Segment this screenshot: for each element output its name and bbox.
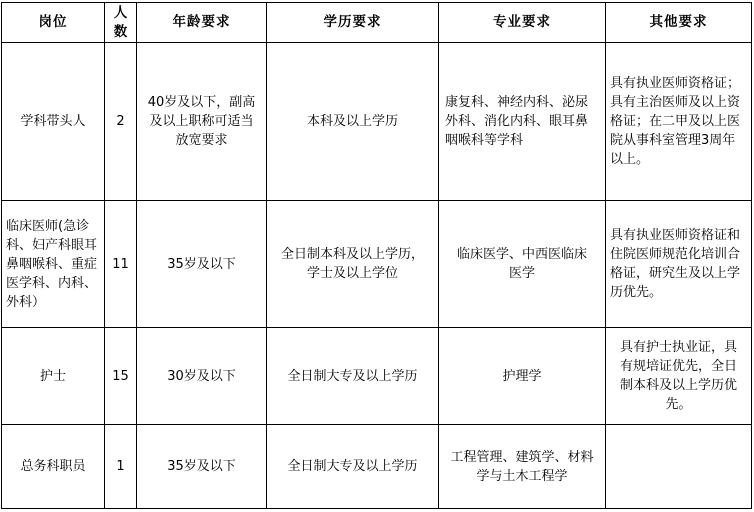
cell-other: 具有执业医师资格证；具有主治医师及以上资格证；在二甲及以上医院从事科室管理3周年以上。	[606, 43, 752, 201]
recruitment-table	[1, 2, 752, 509]
cell-count: 11	[105, 201, 137, 328]
table-row	[2, 201, 752, 328]
cell-education: 全日制大专及以上学历	[267, 328, 439, 425]
header-age: 年龄要求	[137, 3, 267, 43]
cell-education: 全日制大专及以上学历	[267, 425, 439, 509]
cell-other	[606, 425, 752, 509]
cell-count: 2	[105, 43, 137, 201]
header-major: 专业要求	[439, 3, 606, 43]
cell-age: 35岁及以下	[137, 425, 267, 509]
cell-other: 具有护士执业证，具有规培证优先，全日制本科及以上学历优先。	[606, 328, 752, 425]
cell-major: 工程管理、建筑学、材料学与土木工程学	[439, 425, 606, 509]
cell-education: 全日制本科及以上学历，学士及以上学位	[267, 201, 439, 328]
header-row	[2, 3, 752, 43]
cell-age: 35岁及以下	[137, 201, 267, 328]
cell-major: 康复科、神经内科、泌尿外科、消化内科、眼耳鼻咽喉科等学科	[439, 43, 606, 201]
cell-count: 15	[105, 328, 137, 425]
table-row	[2, 43, 752, 201]
header-position: 岗位	[2, 3, 105, 43]
cell-age: 40岁及以下，副高及以上职称可适当放宽要求	[137, 43, 267, 201]
cell-count: 1	[105, 425, 137, 509]
cell-major: 临床医学、中西医临床医学	[439, 201, 606, 328]
cell-position: 护士	[2, 328, 105, 425]
header-education: 学历要求	[267, 3, 439, 43]
header-count: 人数	[105, 3, 137, 43]
cell-position: 学科带头人	[2, 43, 105, 201]
cell-age: 30岁及以下	[137, 328, 267, 425]
cell-major: 护理学	[439, 328, 606, 425]
table-row	[2, 425, 752, 509]
cell-other: 具有执业医师资格证和住院医师规范化培训合格证，研究生及以上学历优先。	[606, 201, 752, 328]
table-row	[2, 328, 752, 425]
cell-position: 总务科职员	[2, 425, 105, 509]
header-other: 其他要求	[606, 3, 752, 43]
cell-position: 临床医师(急诊科、妇产科眼耳鼻咽喉科、重症医学科、内科、外科）	[2, 201, 105, 328]
cell-education: 本科及以上学历	[267, 43, 439, 201]
